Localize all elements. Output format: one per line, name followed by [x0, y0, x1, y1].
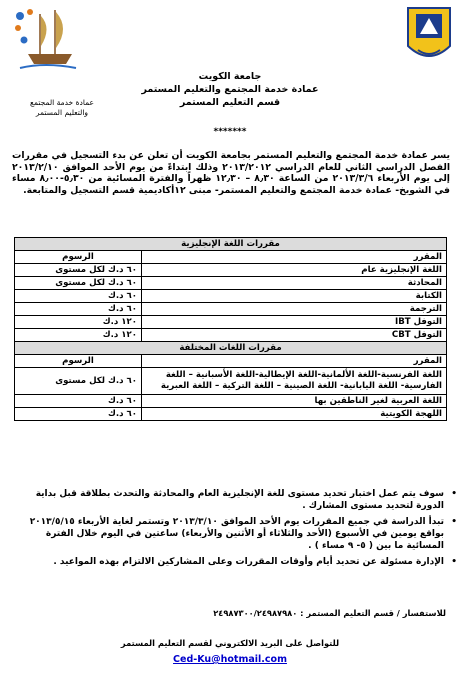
- course-cell: الترجمة: [142, 303, 447, 316]
- bullet-dot-icon: •: [451, 489, 457, 499]
- list-item-text: سوف يتم عمل اختبار تحديد مستوى للغة الإنجليزية العام والمحادثة والتحدث بطلاقة قبل بداية الدورة لتحديد مستوى المشارك .: [35, 489, 444, 511]
- list-item: [14, 556, 457, 568]
- list-item: [14, 488, 457, 512]
- col-fees-header: الرسوم: [15, 355, 142, 368]
- section-other-title: مقررات اللغات المختلفة: [15, 342, 447, 355]
- left-logo-caption-line1: عمادة خدمة المجتمع: [30, 98, 94, 107]
- intro-paragraph: يسر عمادة خدمة المجتمع والتعليم المستمر بجامعة الكويت أن تعلن عن بدء التسجيل في مقررات الفصل الدراسي الثاني للعام الدراسي ٢٠١٣/٢٠١٢ وذلك ابتداءً من يوم الأحد الموافق ٢٠١٣/٢/١٠ إلى يوم الأربعاء ٢٠١٣/٣/٦ من الساعة ٨٫٣٠ – ١٢٫٣٠ ظهراً والفترة المسائية من ٥٫٣٠-٨٫٠٠ مساء في الشويخ- عمادة خدمة المجتمع والتعليم المستمر- مبنى ١٢أكاديمية قسم التسجيل والمتابعة.: [12, 150, 451, 196]
- fee-cell: ١٢٠ د.ك: [15, 329, 142, 342]
- table-row: [15, 316, 447, 329]
- fee-cell: ٦٠ د.ك: [15, 395, 142, 408]
- table-row: [15, 264, 447, 277]
- left-logo-caption-line2: والتعليم المستمر: [35, 108, 89, 117]
- table-header-row: [15, 251, 447, 264]
- separator-stars: *******: [213, 127, 247, 137]
- table-row: [15, 277, 447, 290]
- table-row: [15, 408, 447, 421]
- course-cell: المحادثة: [142, 277, 447, 290]
- contact-phones: للاستفسار / قسم التعليم المستمر : ٢٤٩٨٧٣٠٠/٢٤٩٨٧٩٨٠: [213, 608, 446, 618]
- bullet-dot-icon: •: [451, 517, 457, 527]
- fee-cell: ٦٠ د.ك: [15, 290, 142, 303]
- bullet-dot-icon: •: [451, 557, 457, 567]
- list-item: [14, 516, 457, 552]
- fee-cell: ١٢٠ د.ك: [15, 316, 142, 329]
- notes-list: [14, 488, 458, 572]
- contact-email-label: للتواصل على البريد الالكتروني لقسم التعليم المستمر: [120, 638, 340, 648]
- table-row: [15, 303, 447, 316]
- fee-cell: ٦٠ د.ك لكل مستوى: [15, 264, 142, 277]
- col-fees-header: الرسوم: [15, 251, 142, 264]
- left-logo-caption: [2, 98, 122, 118]
- col-course-header: المقرر: [142, 251, 447, 264]
- col-course-header: المقرر: [142, 355, 447, 368]
- contact-email-link[interactable]: Ced-Ku@hotmail.com: [173, 654, 287, 665]
- course-cell: التوفل CBT: [142, 329, 447, 342]
- course-cell: اللهجة الكويتية: [142, 408, 447, 421]
- table-row: [15, 329, 447, 342]
- fees-table: [14, 237, 447, 421]
- fee-cell: ٦٠ د.ك: [15, 303, 142, 316]
- fee-cell: ٦٠ د.ك لكل مستوى: [15, 277, 142, 290]
- kuwait-university-emblem: [406, 6, 452, 68]
- deanship-name: عمادة خدمة المجتمع والتعليم المستمر: [141, 84, 319, 95]
- section-other-row: [15, 342, 447, 355]
- course-cell: التوفل IBT: [142, 316, 447, 329]
- header-titles: [110, 70, 350, 109]
- list-item-text: تبدأ الدراسة في جميع المقررات يوم الأحد الموافق ٢٠١٣/٣/١٠ وتستمر لغاية الأربعاء ٢٠١٣/٥/١٥ بواقع يومين في الأسبوع (الأحد والثلاثاء أو الأثنين والأربعاء) ساعتين في اليوم خلال الفترة المسائية ما بين ( ٥- ٩ مساء ) .: [29, 517, 444, 551]
- table-row: [15, 290, 447, 303]
- course-cell: اللغة الإنجليزية عام: [142, 264, 447, 277]
- university-name: جامعة الكويت: [198, 71, 262, 82]
- table-row: [15, 368, 447, 395]
- course-cell: اللغة العربية لغير الناطقين بها: [142, 395, 447, 408]
- department-name: قسم التعليم المستمر: [179, 97, 281, 108]
- section-english-title: مقررات اللغة الإنجليزية: [15, 238, 447, 251]
- table-header-row: [15, 355, 447, 368]
- table-row: [15, 395, 447, 408]
- list-item-text: الإدارة مسئولة عن تحديد أيام وأوقات المقررات وعلى المشاركين الالتزام بهذه المواعيد .: [53, 557, 444, 567]
- fee-cell: ٦٠ د.ك: [15, 408, 142, 421]
- course-cell: الكتابة: [142, 290, 447, 303]
- section-english-row: [15, 238, 447, 251]
- fee-cell: ٦٠ د.ك لكل مستوى: [15, 368, 142, 395]
- course-cell: اللغة الفرنسية-اللغة الألمانية-اللغة الإيطالية-اللغة الأسبانية – اللغة الفارسية- اللغة اليابانية- اللغة الصينية – اللغة التركية – اللغة العبرية: [142, 368, 447, 395]
- community-service-ship-logo: [10, 6, 80, 70]
